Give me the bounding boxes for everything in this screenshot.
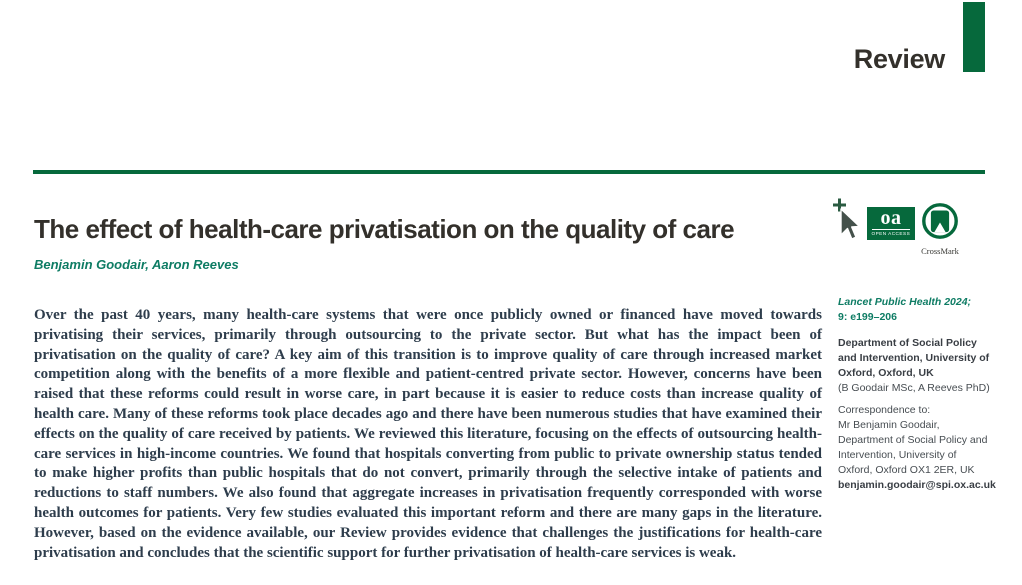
open-access-badge[interactable] bbox=[867, 207, 915, 240]
correspondence-line: Oxford, Oxford OX1 2ER, UK bbox=[838, 464, 975, 476]
author-line: Benjamin Goodair, Aaron Reeves bbox=[34, 257, 239, 272]
open-access-caption: OPEN ACCESS bbox=[871, 231, 911, 237]
crossmark-icon bbox=[920, 202, 960, 242]
corner-accent-bar bbox=[963, 2, 985, 72]
crossmark-caption: CrossMark bbox=[921, 246, 959, 256]
affiliation-credentials: (B Goodair MSc, A Reeves PhD) bbox=[838, 382, 990, 394]
correspondence bbox=[838, 403, 1008, 493]
mouse-cursor-icon bbox=[832, 196, 864, 244]
crossmark-badge[interactable] bbox=[918, 202, 962, 256]
correspondence-email-link[interactable]: benjamin.goodair@spi.ox.ac.uk bbox=[838, 479, 996, 491]
affiliation-line: Department of Social Policy bbox=[838, 337, 977, 349]
correspondence-line: Department of Social Policy and bbox=[838, 434, 988, 446]
citation bbox=[838, 295, 1008, 325]
correspondence-line: Intervention, University of bbox=[838, 449, 957, 461]
header-rule bbox=[33, 170, 985, 174]
margin-column bbox=[838, 295, 1008, 493]
open-access-oa-icon: oa bbox=[880, 207, 902, 229]
page-title: The effect of health-care privatisation on the quality of care bbox=[34, 214, 735, 245]
affiliation-line: Oxford, Oxford, UK bbox=[838, 367, 934, 379]
citation-pages: 9: e199–206 bbox=[838, 311, 897, 323]
open-access-divider bbox=[872, 229, 910, 230]
section-kicker: Review bbox=[853, 44, 945, 74]
affiliation-line: and Intervention, University of bbox=[838, 352, 990, 364]
affiliation bbox=[838, 336, 1008, 396]
correspondence-line: Mr Benjamin Goodair, bbox=[838, 419, 940, 431]
correspondence-line: Correspondence to: bbox=[838, 404, 931, 416]
citation-journal: Lancet Public Health 2024; bbox=[838, 296, 972, 308]
abstract-text: Over the past 40 years, many health-care systems that were once publicly owned or financed have moved towards privatising their services, primarily through outsourcing to the private sector. But what has the impact been of privatisation on the quality of care? A key aim of this transition is to improve quality of care through increased market competition along with the benefits of a more flexible and patient-centred private sector. However, concerns have been raised that these reforms could result in worse care, in part because it is easier to reduce costs than increase quality of health care. Many of these reforms took place decades ago and there have been numerous studies that have examined their effects on the quality of care received by patients. We reviewed this literature, focusing on the effects of outsourcing health-care services in high-income countries. We found that hospitals converting from public to private ownership status tended to make higher profits than public hospitals that do not convert, primarily through the selective intake of patients and reductions to staff numbers. We also found that aggregate increases in privatisation frequently corresponded with worse health outcomes for patients. Very few studies evaluated this important reform and there are many gaps in the literature. However, based on the evidence available, our Review provides evidence that challenges the justifications for health-care privatisation and concludes that the scientific support for further privatisation of health-care services is weak. bbox=[34, 307, 822, 561]
